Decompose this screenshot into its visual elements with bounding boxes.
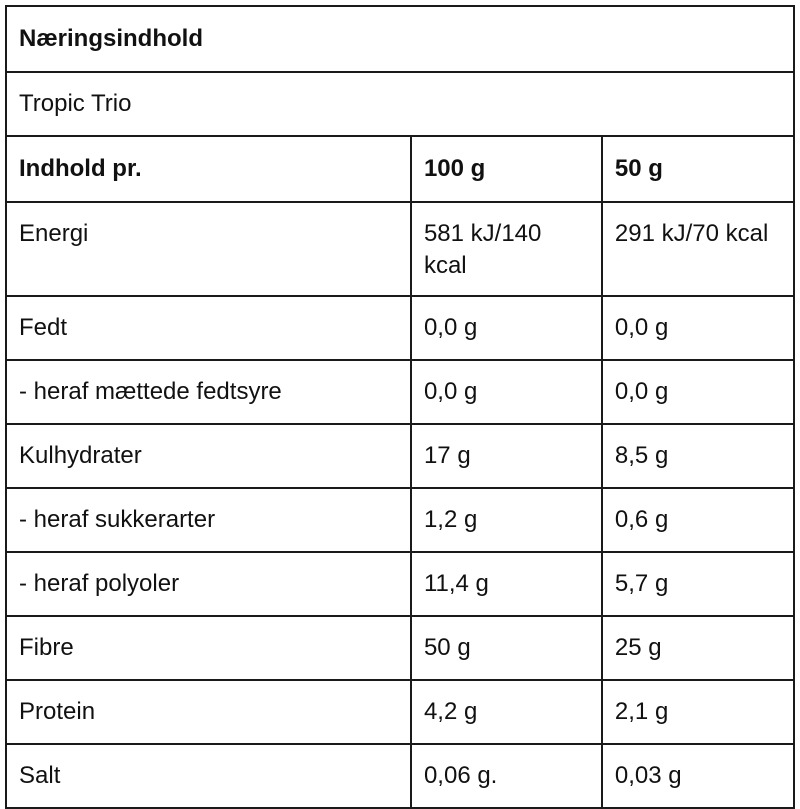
table-row-sugars: [6, 488, 794, 552]
table-row-protein: [6, 680, 794, 744]
nutrient-name: Protein: [6, 680, 411, 744]
table-row-carbohydrates: [6, 424, 794, 488]
nutrient-name: - heraf polyoler: [6, 552, 411, 616]
table-row-fat: [6, 296, 794, 360]
value-per-100g: 4,2 g: [411, 680, 602, 744]
nutrition-table: [5, 5, 795, 809]
nutrient-name: - heraf sukkerarter: [6, 488, 411, 552]
value-per-50g: 0,6 g: [602, 488, 794, 552]
nutrient-name: Kulhydrater: [6, 424, 411, 488]
value-per-50g: 0,0 g: [602, 296, 794, 360]
header-per-50g: 50 g: [602, 136, 794, 202]
header-row: [6, 136, 794, 202]
value-per-50g: 5,7 g: [602, 552, 794, 616]
table-row-fibre: [6, 616, 794, 680]
value-per-100g: 50 g: [411, 616, 602, 680]
value-per-100g: 0,0 g: [411, 296, 602, 360]
value-per-100g: 0,0 g: [411, 360, 602, 424]
value-per-100g: 17 g: [411, 424, 602, 488]
value-per-50g: 291 kJ/70 kcal: [602, 202, 794, 296]
table-row-energy: [6, 202, 794, 296]
value-per-100g: 0,06 g.: [411, 744, 602, 808]
table-row-salt: [6, 744, 794, 808]
table-row-polyols: [6, 552, 794, 616]
header-per-100g: 100 g: [411, 136, 602, 202]
header-label: Indhold pr.: [6, 136, 411, 202]
nutrient-name: Fibre: [6, 616, 411, 680]
value-per-50g: 25 g: [602, 616, 794, 680]
value-per-50g: 2,1 g: [602, 680, 794, 744]
value-per-50g: 8,5 g: [602, 424, 794, 488]
table-row-saturated-fat: [6, 360, 794, 424]
value-per-100g: 581 kJ/140 kcal: [411, 202, 602, 296]
title-row: [6, 6, 794, 72]
value-per-100g: 11,4 g: [411, 552, 602, 616]
value-per-50g: 0,0 g: [602, 360, 794, 424]
product-row: [6, 72, 794, 136]
table-title: Næringsindhold: [6, 6, 794, 72]
value-per-50g: 0,03 g: [602, 744, 794, 808]
nutrient-name: - heraf mættede fedtsyre: [6, 360, 411, 424]
nutrient-name: Salt: [6, 744, 411, 808]
nutrient-name: Energi: [6, 202, 411, 296]
value-per-100g: 1,2 g: [411, 488, 602, 552]
nutrient-name: Fedt: [6, 296, 411, 360]
product-name: Tropic Trio: [6, 72, 794, 136]
